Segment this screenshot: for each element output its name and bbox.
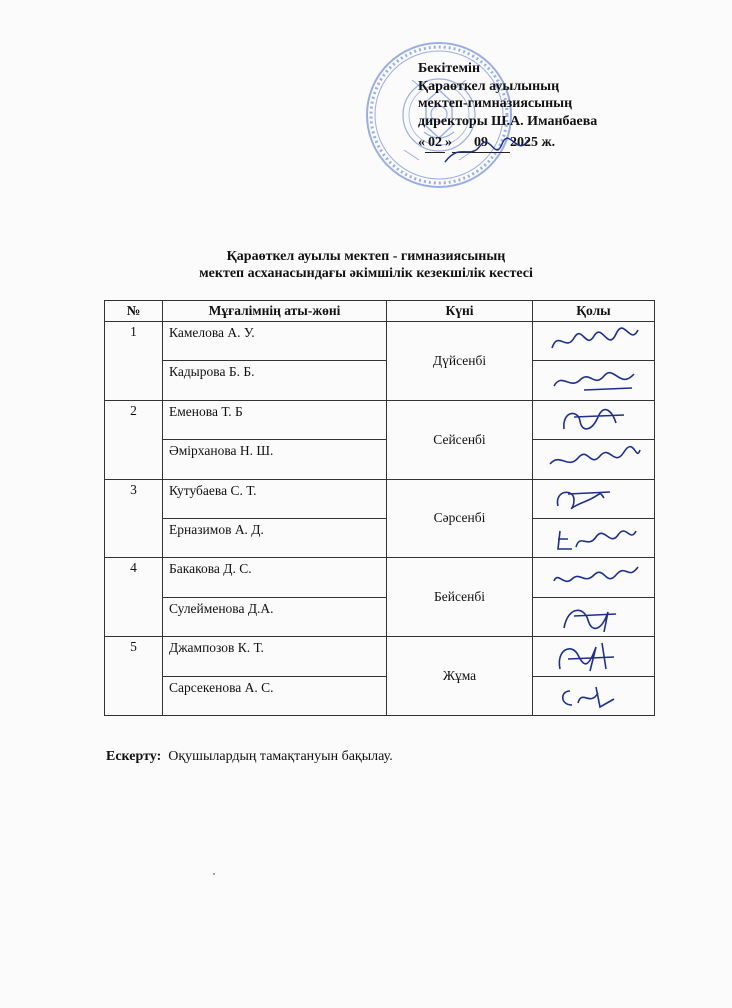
table-row (105, 676, 655, 715)
date-year: 2025 ж. (510, 135, 556, 150)
teacher-name: Кутубаева С. Т. (163, 479, 387, 518)
row-number: 4 (105, 558, 163, 637)
director-signature (440, 132, 530, 172)
table-row (105, 440, 655, 479)
date-day: 02 (425, 134, 445, 153)
signature-mark (544, 324, 644, 358)
teacher-name: Джампозов К. Т. (163, 637, 387, 676)
teacher-name: Әмірханова Н. Ш. (163, 440, 387, 479)
table-row (105, 518, 655, 557)
signature-mark (544, 521, 644, 555)
duty-day: Сейсенбі (387, 400, 533, 479)
teacher-name: Кадырова Б. Б. (163, 361, 387, 400)
row-number: 5 (105, 637, 163, 716)
header-day: Күні (387, 301, 533, 322)
signature-cell (533, 637, 655, 676)
signature-mark (544, 442, 644, 476)
row-number: 1 (105, 322, 163, 401)
signature-cell (533, 676, 655, 715)
header-teacher-name: Мұғалімнің аты-жөні (163, 301, 387, 322)
duty-day: Бейсенбі (387, 558, 533, 637)
teacher-name: Сарсекенова А. С. (163, 676, 387, 715)
note-text: Оқушылардың тамақтануын бақылау. (168, 749, 393, 764)
signature-mark (544, 403, 644, 437)
signature-mark (544, 600, 644, 634)
document-title-line2: мектеп асханасындағы әкімшілік кезекшілік кестесі (199, 266, 533, 281)
duty-day: Жұма (387, 637, 533, 716)
signature-cell (533, 479, 655, 518)
header-signature: Қолы (533, 301, 655, 322)
row-number: 2 (105, 400, 163, 479)
signature-mark (544, 679, 644, 713)
signature-cell (533, 518, 655, 557)
approval-line-village: Қараөткел ауылының (418, 78, 560, 94)
table-row (105, 322, 655, 361)
signature-mark (544, 482, 644, 516)
table-row (105, 361, 655, 400)
table-row (105, 637, 655, 676)
teacher-name: Еменова Т. Б (163, 400, 387, 439)
signature-cell (533, 322, 655, 361)
duty-day: Дүйсенбі (387, 322, 533, 401)
approval-line-approve: Бекітемін (418, 61, 481, 76)
note-line (106, 749, 393, 765)
date-month: 09 (452, 134, 510, 153)
approval-date: « 02 » 09 2025 ж. (418, 134, 597, 153)
note-label: Ескерту: (106, 749, 162, 764)
header-number: № (105, 301, 163, 322)
signature-mark (544, 364, 644, 398)
teacher-name: Сулейменова Д.А. (163, 597, 387, 636)
teacher-name: Камелова А. У. (163, 322, 387, 361)
approval-line-school: мектеп-гимназиясының (418, 96, 573, 111)
row-number: 3 (105, 479, 163, 558)
table-row (105, 479, 655, 518)
teacher-name: Бакакова Д. С. (163, 558, 387, 597)
document-title-line1: Қараөткел ауылы мектеп - гимназиясының (226, 249, 506, 264)
teacher-name: Ерназимов А. Д. (163, 518, 387, 557)
signature-mark (544, 639, 644, 673)
signature-mark (544, 561, 644, 595)
signature-cell (533, 597, 655, 636)
duty-schedule-table (104, 300, 655, 716)
scan-speck (213, 873, 215, 875)
duty-day: Сәрсенбі (387, 479, 533, 558)
signature-cell (533, 440, 655, 479)
signature-cell (533, 361, 655, 400)
signature-cell (533, 400, 655, 439)
table-row (105, 597, 655, 636)
table-row (105, 558, 655, 597)
table-row (105, 400, 655, 439)
table-header-row (105, 301, 655, 322)
approval-line-director: директоры Ш.А. Иманбаева (418, 113, 598, 129)
signature-cell (533, 558, 655, 597)
